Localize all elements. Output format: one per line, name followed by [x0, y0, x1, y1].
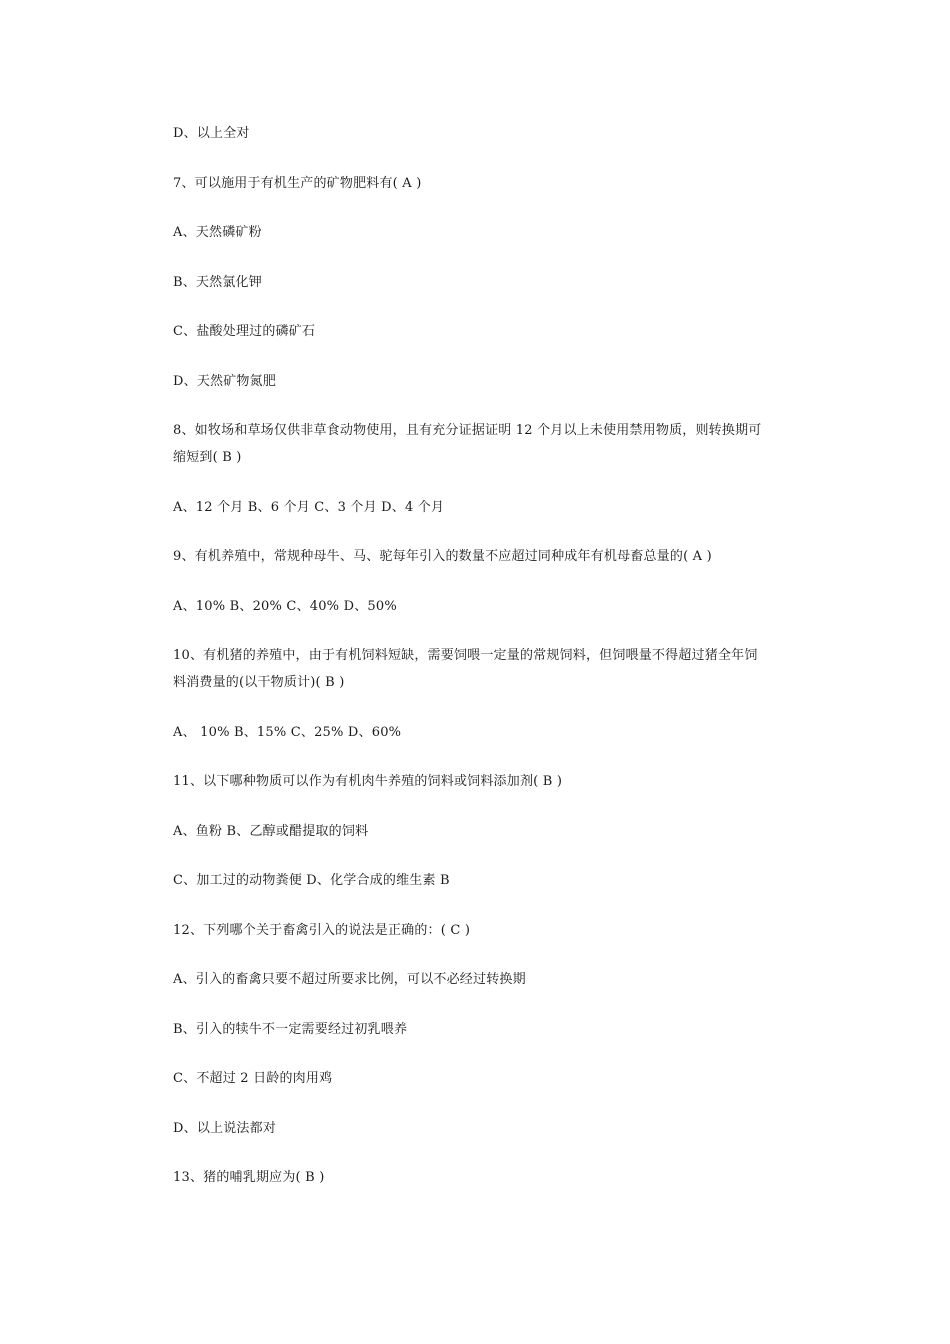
option-b-q7: B、天然氯化钾	[173, 275, 262, 290]
option-c-q7: C、盐酸处理过的磷矿石	[173, 324, 316, 339]
option-d-q12: D、以上说法都对	[173, 1121, 277, 1136]
question-10-line-1: 10、有机猪的养殖中，由于有机饲料短缺，需要饲喂一定量的常规饲料，但饲喂量不得超过猪全年饲	[173, 648, 758, 663]
question-10-line-2: 料消费量的(以干物质计)( B )	[173, 675, 345, 690]
options-q11-ab: A、鱼粉 B、乙醇或醋提取的饲料	[173, 824, 369, 839]
options-q10: A、 10% B、15% C、25% D、60%	[173, 725, 402, 740]
option-a-q7: A、天然磷矿粉	[173, 225, 262, 240]
question-11: 11、以下哪种物质可以作为有机肉牛养殖的饲料或饲料添加剂( B )	[173, 774, 563, 789]
option-a-q12: A、引入的畜禽只要不超过所要求比例，可以不必经过转换期	[173, 972, 526, 987]
options-q11-cd: C、加工过的动物粪便 D、化学合成的维生素 B	[173, 873, 450, 888]
option-d-q7: D、天然矿物氮肥	[173, 374, 277, 389]
option-b-q12: B、引入的犊牛不一定需要经过初乳喂养	[173, 1022, 408, 1037]
option-d-q6: D、以上全对	[173, 126, 250, 141]
options-q8: A、12 个月 B、6 个月 C、3 个月 D、4 个月	[173, 500, 445, 515]
question-7: 7、可以施用于有机生产的矿物肥料有( A )	[173, 176, 422, 191]
option-c-q12: C、不超过 2 日龄的肉用鸡	[173, 1071, 333, 1086]
question-13: 13、猪的哺乳期应为( B )	[173, 1170, 325, 1185]
question-9: 9、有机养殖中，常规种母牛、马、驼每年引入的数量不应超过同种成年有机母畜总量的( A )	[173, 549, 712, 564]
options-q9: A、10% B、20% C、40% D、50%	[173, 599, 397, 614]
question-8-line-1: 8、如牧场和草场仅供非草食动物使用，且有充分证据证明 12 个月以上未使用禁用物质，则转换期可	[173, 423, 762, 438]
question-12: 12、下列哪个关于畜禽引入的说法是正确的：( C )	[173, 923, 471, 938]
question-8-line-2: 缩短到( B )	[173, 450, 242, 465]
